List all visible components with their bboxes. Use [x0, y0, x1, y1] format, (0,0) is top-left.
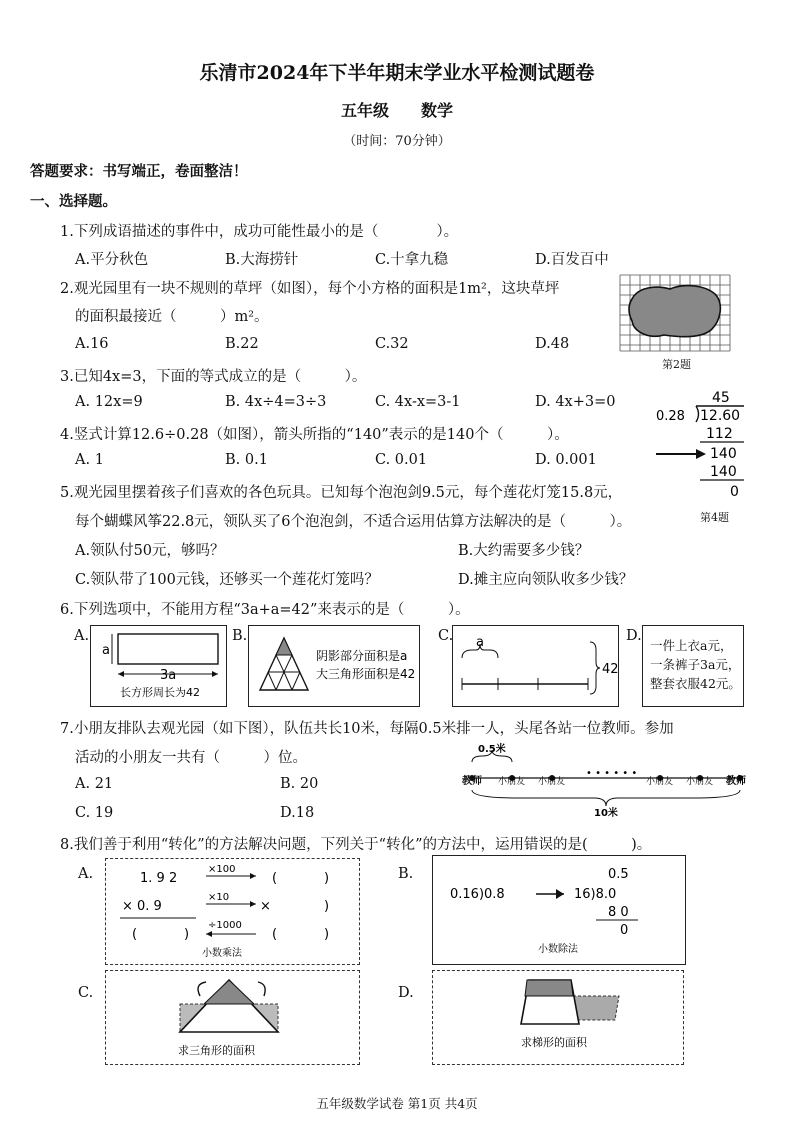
- question-7-line1: 7.小朋友排队去观光园（如下图），队伍共长10米，每隔0.5米排一人，头尾各站一位教师。参加: [60, 721, 674, 737]
- q6-label-b: B.: [232, 628, 248, 644]
- division-row3: 140: [710, 464, 737, 480]
- q3-option-c: C. 4x-x=3-1: [375, 394, 461, 410]
- exam-time: （时间：70分钟）: [343, 134, 451, 149]
- question-5-line2: 每个蝴蝶风筝22.8元，领队买了6个泡泡剑，不适合运用估算方法解决的是（ ）。: [75, 514, 632, 530]
- question-3: 3.已知4x=3，下面的等式成立的是（ ）。: [60, 369, 367, 385]
- q5-option-a: A.领队付50元，够吗？: [75, 543, 225, 559]
- queue-kid-1: 小朋友: [498, 777, 526, 787]
- q6-label-d: D.: [626, 628, 642, 644]
- question-2-line2: 的面积最接近（ ）m²。: [75, 309, 269, 325]
- queue-kid-3: 小朋友: [646, 777, 674, 787]
- q6-label-c: C.: [438, 628, 454, 644]
- decimal-division-figure: [440, 858, 680, 960]
- long-division-figure: [652, 388, 752, 503]
- queue-kid-4: 小朋友: [686, 777, 714, 787]
- q8-label-d: D.: [398, 985, 414, 1001]
- mult-caption: 小数乘法: [202, 948, 242, 959]
- mult-num1: 1. 9 2: [140, 871, 178, 886]
- segment-a-label: a: [476, 635, 484, 650]
- q3-option-d: D. 4x+3=0: [535, 394, 616, 410]
- svg-text:(: (: [132, 927, 138, 942]
- question-7-line2: 活动的小朋友一共有（ ）位。: [75, 750, 307, 766]
- mult-div1000: ÷1000: [208, 920, 242, 931]
- trapezoid-area-caption: 求梯形的面积: [521, 1036, 587, 1049]
- q2-option-a: A.16: [75, 336, 109, 352]
- q6-label-a: A.: [74, 628, 90, 644]
- triangle-text-1: 阴影部分面积是a: [316, 649, 408, 663]
- q4-option-b: B. 0.1: [225, 452, 268, 468]
- subtitle: 五年级 数学: [340, 101, 453, 120]
- division-dividend: 12.60: [700, 408, 741, 424]
- q3-option-a: A. 12x=9: [75, 394, 143, 410]
- question-1: 1.下列成语描述的事件中，成功可能性最小的是（ ）。: [60, 224, 459, 240]
- queue-figure: [458, 738, 758, 818]
- q3-option-b: B. 4x÷4=3÷3: [225, 394, 327, 410]
- q2-option-c: C.32: [375, 336, 409, 352]
- q1-option-a: A.平分秋色: [75, 252, 149, 268]
- svg-text:): ): [324, 899, 330, 914]
- q1-option-b: B.大海捞针: [225, 252, 299, 268]
- q2-option-b: B.22: [225, 336, 259, 352]
- queue-teacher-left: 教师: [462, 776, 482, 787]
- segment-figure: [456, 628, 619, 703]
- lawn-grid-figure: [618, 273, 738, 353]
- division-divisor: 0.28: [656, 409, 685, 424]
- svg-text:(: (: [272, 927, 278, 942]
- q7-option-b: B. 20: [280, 776, 319, 792]
- q4-option-d: D. 0.001: [535, 452, 597, 468]
- queue-kid-2: 小朋友: [538, 777, 566, 787]
- rect-caption: 长方形周长为42: [120, 686, 200, 699]
- q5-option-d: D.摊主应向领队收多少钱？: [458, 572, 634, 588]
- q7-option-d: D.18: [280, 805, 315, 821]
- question-6: 6.下列选项中，不能用方程“3a+a=42”来表示的是（ ）。: [60, 602, 470, 618]
- trapezoid-transform-figure: [515, 974, 635, 1060]
- div-caption: 小数除法: [538, 944, 578, 955]
- question-2-line1: 2.观光园里有一块不规则的草坪（如图），每个小方格的面积是1m²，这块草坪: [60, 281, 560, 297]
- q5-option-c: C.领队带了100元钱，还够买一个莲花灯笼吗？: [75, 572, 379, 588]
- segment-total-label: 42: [602, 662, 619, 677]
- q8-label-b: B.: [398, 866, 414, 882]
- q4-caption: 第4题: [700, 511, 729, 524]
- question-4: 4.竖式计算12.6÷0.28（如图），箭头所指的“140”表示的是140个（ ）。: [60, 427, 569, 443]
- q2-option-d: D.48: [535, 336, 570, 352]
- div-right: 16)8.0: [574, 887, 617, 902]
- svg-text:): ): [184, 927, 190, 942]
- div-row2: 0: [620, 923, 629, 938]
- triangle-area-caption: 求三角形的面积: [178, 1044, 255, 1057]
- section-heading: 一、选择题。: [30, 193, 117, 210]
- svg-text:×: ×: [260, 899, 271, 914]
- division-row2: 140: [710, 446, 737, 462]
- triangle-figure: [254, 632, 414, 702]
- triangle-transform-figure: [170, 974, 290, 1060]
- q4-option-a: A. 1: [75, 452, 104, 468]
- q2-caption: 第2题: [662, 358, 691, 371]
- div-row1: 8 0: [608, 905, 629, 920]
- div-quotient: 0.5: [608, 867, 629, 882]
- rect-side-label: a: [102, 643, 110, 658]
- div-left: 0.16)0.8: [450, 887, 505, 902]
- queue-total-label: 10米: [594, 808, 618, 819]
- answer-requirement: 答题要求：书写端正，卷面整洁！: [30, 163, 248, 180]
- rectangle-figure: [94, 628, 224, 703]
- decimal-multiplication-figure: [110, 862, 355, 960]
- q1-option-c: C.十拿九稳: [375, 252, 449, 268]
- division-remainder: 0: [730, 484, 739, 500]
- clothes-text-2: 一条裤子3a元，: [650, 657, 741, 672]
- q1-option-d: D.百发百中: [535, 252, 609, 268]
- triangle-text-2: 大三角形面积是42: [316, 667, 416, 681]
- svg-text:): ): [324, 927, 330, 942]
- q7-option-c: C. 19: [75, 805, 114, 821]
- division-row1: 112: [706, 426, 733, 442]
- rect-long-label: 3a: [160, 668, 177, 683]
- queue-dots: • • • • • •: [586, 768, 638, 779]
- q5-option-b: B.大约需要多少钱？: [458, 543, 590, 559]
- queue-teacher-right: 教师: [726, 776, 746, 787]
- svg-text:): ): [324, 871, 330, 886]
- page-footer: 五年级数学试卷 第1页 共4页: [316, 1096, 478, 1111]
- q7-option-a: A. 21: [75, 776, 114, 792]
- svg-text:(: (: [272, 871, 278, 886]
- mult-x10: ×10: [208, 892, 230, 903]
- mult-num2: × 0. 9: [122, 899, 162, 914]
- page-title: 乐清市2024年下半年期末学业水平检测试题卷: [199, 62, 595, 84]
- q8-label-c: C.: [78, 985, 94, 1001]
- q4-option-c: C. 0.01: [375, 452, 428, 468]
- q8-label-a: A.: [78, 866, 94, 882]
- mult-x100: ×100: [208, 864, 236, 875]
- clothes-text-1: 一件上衣a元，: [650, 638, 733, 653]
- question-5-line1: 5.观光园里摆着孩子们喜欢的各色玩具。已知每个泡泡剑9.5元，每个莲花灯笼15.8元，: [60, 485, 623, 501]
- clothes-text-3: 整套衣服42元。: [650, 676, 741, 691]
- division-quotient: 45: [712, 390, 730, 406]
- queue-gap-label: 0.5米: [478, 744, 506, 755]
- question-8: 8.我们善于利用“转化”的方法解决问题，下列关于“转化”的方法中，运用错误的是( )。: [60, 837, 652, 853]
